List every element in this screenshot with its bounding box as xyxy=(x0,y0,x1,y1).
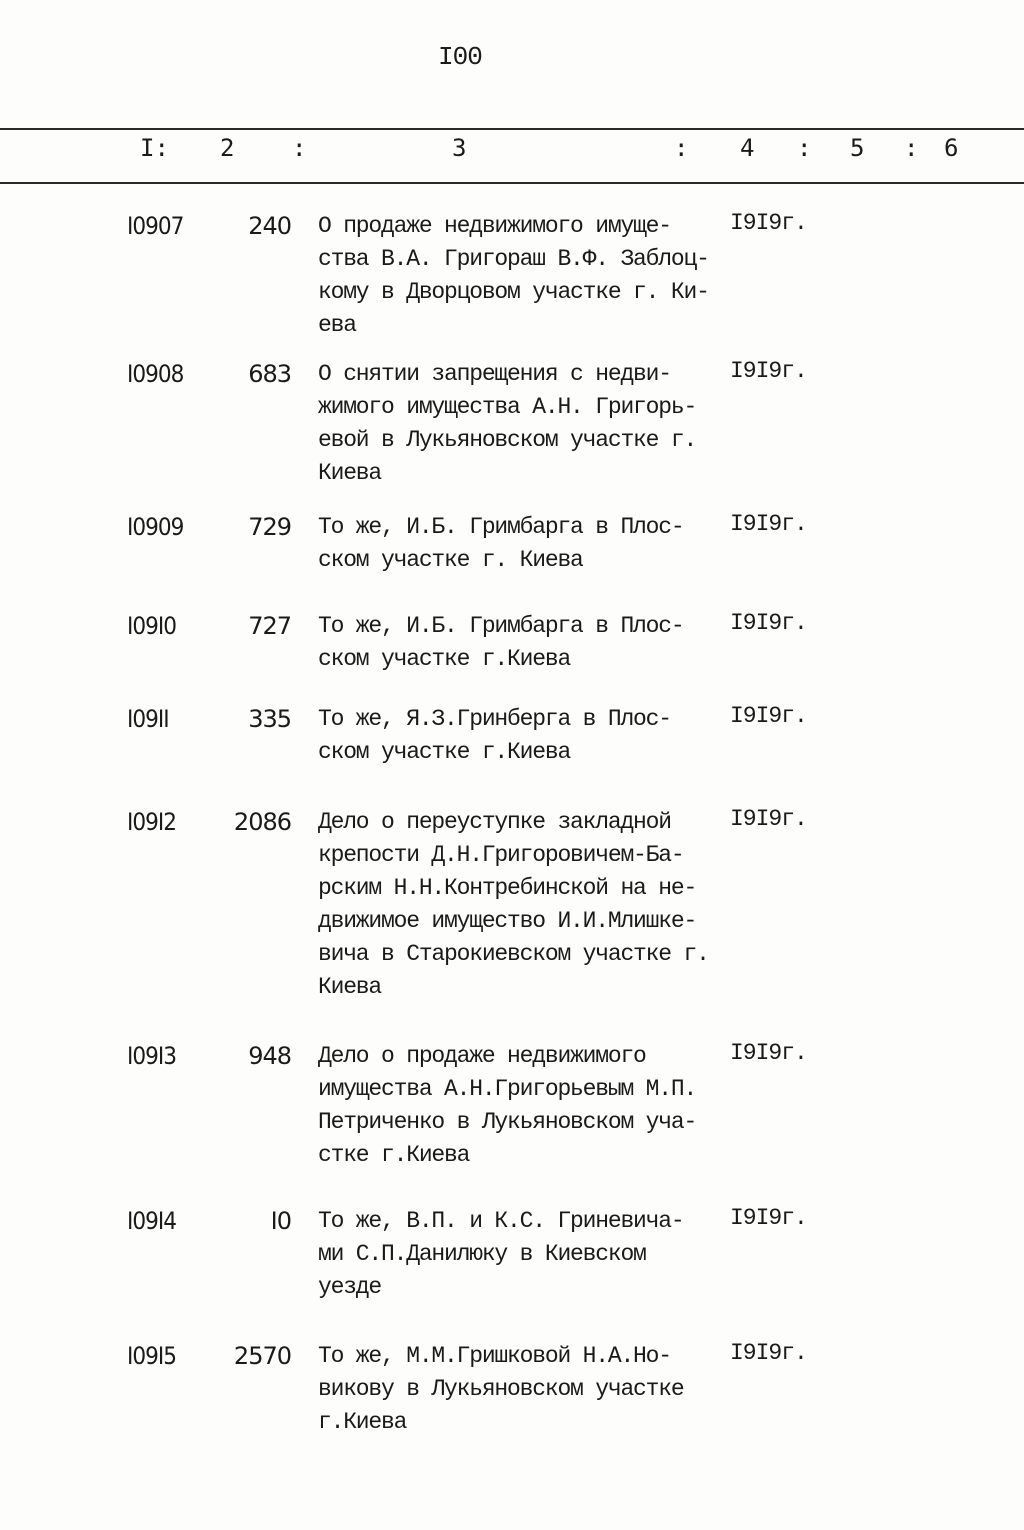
column-separator: : xyxy=(904,134,919,162)
record-year: I9I9г. xyxy=(730,1340,807,1366)
record-sheet-count: 727 xyxy=(248,612,291,640)
column-separator: : xyxy=(292,134,307,162)
column-header: 4 xyxy=(740,134,755,162)
description-line: Петриченко в Лукьяновском уча- xyxy=(318,1109,697,1135)
column-header: 2 xyxy=(220,134,235,162)
description-line: евой в Лукьяновском участке г. xyxy=(318,427,697,453)
record-description xyxy=(318,511,738,577)
description-line: вича в Старокиевском участке г. xyxy=(318,941,709,967)
record-year: I9I9г. xyxy=(730,806,807,832)
record-description xyxy=(318,1205,738,1304)
column-separator: : xyxy=(674,134,689,162)
record-id: I09I2 xyxy=(127,808,176,836)
description-line: То же, Я.З.Гринберга в Плос- xyxy=(318,706,671,732)
record-sheet-count: 683 xyxy=(248,360,291,388)
record-description xyxy=(318,806,738,1004)
record-id: I0909 xyxy=(127,513,184,541)
page-number: I00 xyxy=(438,42,482,72)
description-line: викову в Лукьяновском участке xyxy=(318,1376,684,1402)
column-header: 5 xyxy=(850,134,865,162)
record-year: I9I9г. xyxy=(730,610,807,636)
record-year: I9I9г. xyxy=(730,1205,807,1231)
record-description xyxy=(318,1340,738,1439)
record-sheet-count: I0 xyxy=(270,1207,291,1235)
column-separator: : xyxy=(797,134,812,162)
record-description xyxy=(318,210,738,342)
record-id: I09II xyxy=(127,705,169,733)
record-id: I09I4 xyxy=(127,1207,176,1235)
description-line: То же, М.М.Гришковой Н.А.Но- xyxy=(318,1343,671,1369)
description-line: Дело о продаже недвижимого xyxy=(318,1043,646,1069)
description-line: движимое имущество И.И.Млишке- xyxy=(318,908,697,934)
description-line: ми С.П.Данилюку в Киевском xyxy=(318,1241,646,1267)
header-rule-bottom xyxy=(0,182,1024,184)
record-sheet-count: 2570 xyxy=(233,1342,291,1370)
description-line: Киева xyxy=(318,460,382,486)
column-header: I: xyxy=(140,134,169,162)
description-line: ском участке г. Киева xyxy=(318,547,583,573)
record-sheet-count: 335 xyxy=(248,705,291,733)
description-line: Киева xyxy=(318,974,382,1000)
description-line: ства В.А. Григораш В.Ф. Заблоц- xyxy=(318,246,709,272)
record-id: I0907 xyxy=(127,212,184,240)
description-line: крепости Д.Н.Григоровичем-Ба- xyxy=(318,842,684,868)
record-year: I9I9г. xyxy=(730,511,807,537)
record-sheet-count: 948 xyxy=(248,1042,291,1070)
description-line: ева xyxy=(318,312,356,338)
record-year: I9I9г. xyxy=(730,1040,807,1066)
description-line: рским Н.Н.Контребинской на не- xyxy=(318,875,697,901)
description-line: уезде xyxy=(318,1274,382,1300)
description-line: То же, И.Б. Гримбарга в Плос- xyxy=(318,613,684,639)
description-line: имущества А.Н.Григорьевым М.П. xyxy=(318,1076,697,1102)
record-year: I9I9г. xyxy=(730,358,807,384)
record-id: I09I5 xyxy=(127,1342,176,1370)
record-sheet-count: 729 xyxy=(248,513,291,541)
record-description xyxy=(318,358,738,490)
description-line: г.Киева xyxy=(318,1409,407,1435)
description-line: жимого имущества А.Н. Григорь- xyxy=(318,394,697,420)
description-line: Дело о переуступке закладной xyxy=(318,809,671,835)
record-description xyxy=(318,610,738,676)
description-line: ском участке г.Киева xyxy=(318,646,571,672)
header-rule-top xyxy=(0,128,1024,130)
description-line: О продаже недвижимого имуще- xyxy=(318,213,671,239)
column-header: 6 xyxy=(944,134,959,162)
description-line: кому в Дворцовом участке г. Ки- xyxy=(318,279,709,305)
record-year: I9I9г. xyxy=(730,703,807,729)
record-year: I9I9г. xyxy=(730,210,807,236)
record-id: I09I3 xyxy=(127,1042,176,1070)
description-line: То же, В.П. и К.С. Гриневича- xyxy=(318,1208,684,1234)
description-line: О снятии запрещения с недви- xyxy=(318,361,671,387)
record-sheet-count: 2086 xyxy=(233,808,291,836)
record-description xyxy=(318,1040,738,1172)
record-id: I0908 xyxy=(127,360,184,388)
record-id: I09I0 xyxy=(127,612,176,640)
record-sheet-count: 240 xyxy=(248,212,291,240)
column-header: 3 xyxy=(452,134,467,162)
record-description xyxy=(318,703,738,769)
description-line: ском участке г.Киева xyxy=(318,739,571,765)
description-line: То же, И.Б. Гримбарга в Плос- xyxy=(318,514,684,540)
description-line: стке г.Киева xyxy=(318,1142,470,1168)
